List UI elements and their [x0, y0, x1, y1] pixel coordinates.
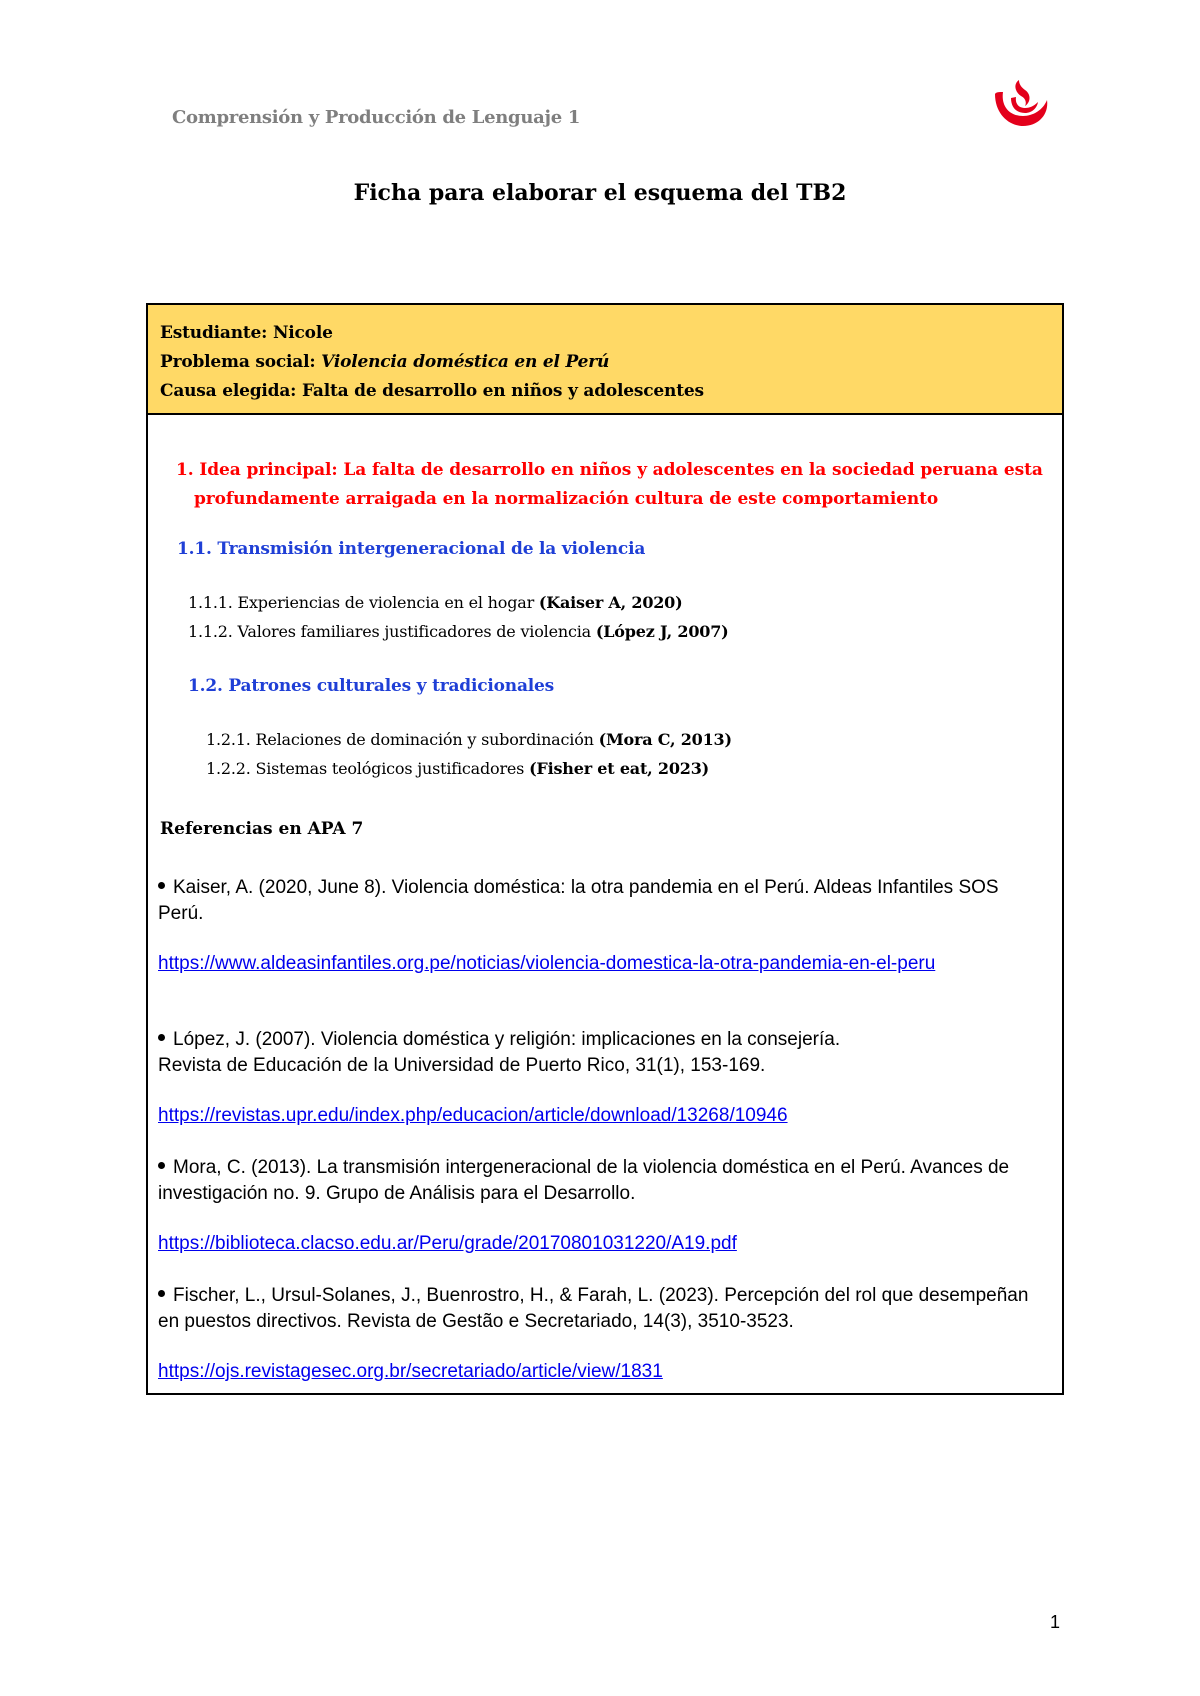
document-title: Ficha para elaborar el esquema del TB2	[353, 180, 847, 206]
item-1-1-2: 1.1.2. Valores familiares justificadores de violencia (López J, 2007)	[188, 622, 729, 641]
main-idea-line-2: profundamente arraigada en la normalización cultura de este comportamiento	[194, 489, 939, 509]
course-name: Comprensión y Producción de Lenguaje 1	[172, 107, 581, 128]
reference-fischer: Fischer, L., Ursul-Solanes, J., Buenrostro, H., & Farah, L. (2023). Percepción del rol que desempeñan en puestos directivos. Revista de Gestão e Secretariado, 14(3), 3510-3523.	[158, 1285, 1029, 1332]
problem-label: Problema social:	[160, 352, 316, 372]
reference-mora: Mora, C. (2013). La transmisión intergeneracional de la violencia doméstica en el Perú. Avances de investigación no. 9. Grupo de Análisis para el Desarrollo.	[158, 1157, 1010, 1204]
link-fischer[interactable]: https://ojs.revistagesec.org.br/secretariado/article/view/1831	[158, 1361, 663, 1382]
info-header	[148, 305, 1062, 415]
item-1-2-2: 1.2.2. Sistemas teológicos justificadores (Fisher et eat, 2023)	[206, 759, 710, 778]
page-number: 1	[1050, 1612, 1061, 1632]
outline-table	[146, 303, 1064, 1395]
link-kaiser[interactable]: https://www.aldeasinfantiles.org.pe/noticias/violencia-domestica-la-otra-pandemia-en-el-peru	[158, 953, 936, 974]
link-mora[interactable]: https://biblioteca.clacso.edu.ar/Peru/grade/20170801031220/A19.pdf	[158, 1233, 737, 1254]
item-1-1-1: 1.1.1. Experiencias de violencia en el hogar (Kaiser A, 2020)	[188, 593, 683, 612]
university-logo	[985, 76, 1055, 128]
student-line	[160, 319, 1062, 348]
references-title: Referencias en APA 7	[160, 819, 364, 839]
cause-value: Falta de desarrollo en niños y adolescentes	[301, 381, 704, 401]
reference-lopez: López, J. (2007). Violencia doméstica y religión: implicaciones en la consejería. Revista de Educación de la Universidad de Puerto Rico, 31(1), 153-169.	[158, 1029, 841, 1076]
student-value: Nicole	[272, 323, 333, 343]
student-label: Estudiante:	[160, 323, 268, 343]
link-lopez[interactable]: https://revistas.upr.edu/index.php/educacion/article/download/13268/10946	[158, 1105, 788, 1126]
cause-label: Causa elegida:	[160, 381, 297, 401]
section-1-1: 1.1. Transmisión intergeneracional de la violencia	[177, 539, 646, 559]
reference-kaiser: Kaiser, A. (2020, June 8). Violencia doméstica: la otra pandemia en el Perú. Aldeas Infantiles SOS Perú.	[158, 877, 999, 924]
main-idea-line-1: 1. Idea principal: La falta de desarrollo en niños y adolescentes en la sociedad peruana esta	[176, 460, 1043, 480]
item-1-2-1: 1.2.1. Relaciones de dominación y subordinación (Mora C, 2013)	[206, 730, 732, 749]
section-1-2: 1.2. Patrones culturales y tradicionales	[188, 676, 555, 696]
bullet-icon	[158, 1034, 165, 1041]
cause-line	[160, 377, 1062, 406]
main-idea	[176, 456, 1056, 514]
bullet-icon	[158, 1162, 165, 1169]
bullet-icon	[158, 1290, 165, 1297]
bullet-icon	[158, 882, 165, 889]
problem-value: Violencia doméstica en el Perú	[321, 352, 610, 372]
problem-line	[160, 348, 1062, 377]
